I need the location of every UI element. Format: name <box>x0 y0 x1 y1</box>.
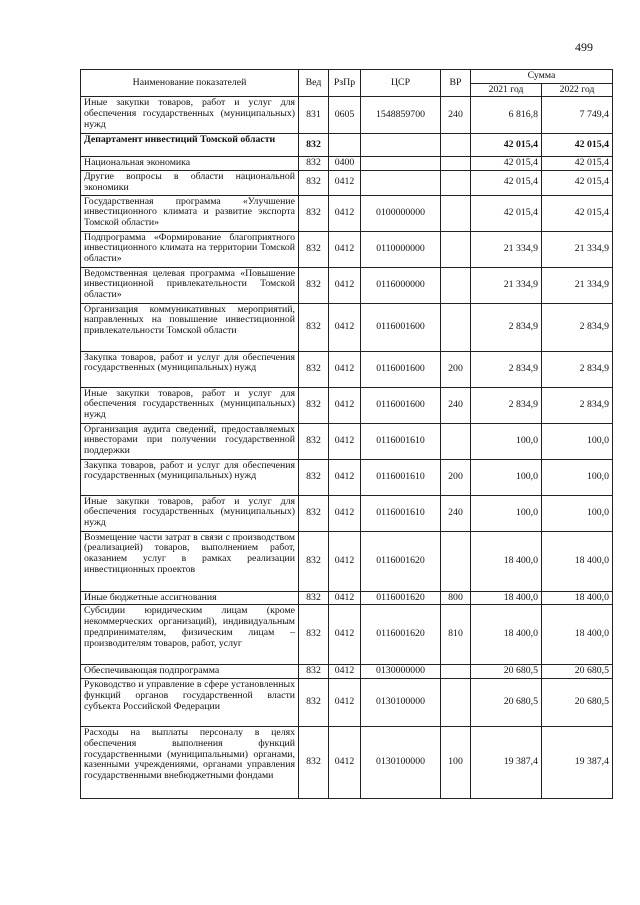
table-row <box>81 231 613 267</box>
row-ved: 832 <box>299 531 329 591</box>
row-rzpr: 0412 <box>329 423 361 459</box>
table-row <box>81 605 613 665</box>
row-sum-2022: 18 400,0 <box>542 591 613 605</box>
row-sum-2022: 19 387,4 <box>542 727 613 799</box>
header-csr: ЦСР <box>361 70 441 97</box>
row-ved: 832 <box>299 423 329 459</box>
row-sum-2022: 21 334,9 <box>542 231 613 267</box>
row-name: Государственная программа «Улучшение инвестиционного климата и развитие экспорта Томской области» <box>81 195 299 231</box>
row-rzpr: 0412 <box>329 351 361 387</box>
row-ved: 832 <box>299 387 329 423</box>
row-sum-2021: 20 680,5 <box>471 665 542 679</box>
row-sum-2022: 2 834,9 <box>542 351 613 387</box>
row-name: Возмещение части затрат в связи с производством (реализацией) товаров, выполнением работ, оказанием услуг в рамках реализации инвестиционных проектов <box>81 531 299 591</box>
row-sum-2021: 42 015,4 <box>471 195 542 231</box>
row-csr: 0130100000 <box>361 679 441 727</box>
row-vr <box>441 231 471 267</box>
row-sum-2021: 20 680,5 <box>471 679 542 727</box>
table-row <box>81 531 613 591</box>
row-csr: 0116001610 <box>361 495 441 531</box>
row-rzpr: 0400 <box>329 157 361 171</box>
row-sum-2021: 21 334,9 <box>471 231 542 267</box>
row-name: Расходы на выплаты персоналу в целях обеспечения выполнения функций государственными (муниципальными) органами, казенными учреждениями, органами управления государственными внебюджетными фондами <box>81 727 299 799</box>
row-rzpr <box>329 134 361 157</box>
row-sum-2021: 6 816,8 <box>471 97 542 134</box>
row-rzpr: 0412 <box>329 605 361 665</box>
row-sum-2022: 21 334,9 <box>542 267 613 303</box>
row-vr <box>441 134 471 157</box>
row-rzpr: 0412 <box>329 727 361 799</box>
row-ved: 831 <box>299 97 329 134</box>
row-name: Департамент инвестиций Томской области <box>81 134 299 157</box>
row-sum-2022: 42 015,4 <box>542 195 613 231</box>
row-rzpr: 0412 <box>329 195 361 231</box>
row-csr <box>361 157 441 171</box>
row-name: Другие вопросы в области национальной экономики <box>81 171 299 196</box>
table-row <box>81 134 613 157</box>
row-csr: 0116001620 <box>361 531 441 591</box>
row-csr: 0130100000 <box>361 727 441 799</box>
row-sum-2021: 19 387,4 <box>471 727 542 799</box>
table-row <box>81 495 613 531</box>
table-row <box>81 679 613 727</box>
table-row <box>81 423 613 459</box>
row-name: Иные закупки товаров, работ и услуг для обеспечения государственных (муниципальных) нужд <box>81 97 299 134</box>
row-sum-2022: 42 015,4 <box>542 157 613 171</box>
row-ved: 832 <box>299 591 329 605</box>
row-csr: 0116001620 <box>361 591 441 605</box>
row-sum-2021: 100,0 <box>471 495 542 531</box>
row-rzpr: 0412 <box>329 267 361 303</box>
row-sum-2021: 42 015,4 <box>471 134 542 157</box>
row-name: Иные закупки товаров, работ и услуг для обеспечения государственных (муниципальных) нужд <box>81 387 299 423</box>
row-sum-2022: 18 400,0 <box>542 605 613 665</box>
table-row <box>81 97 613 134</box>
row-csr: 0110000000 <box>361 231 441 267</box>
row-name: Иные закупки товаров, работ и услуг для обеспечения государственных (муниципальных) нужд <box>81 495 299 531</box>
row-name: Организация коммуникативных мероприятий, направленных на повышение инвестиционной привлекательности Томской области <box>81 303 299 351</box>
row-ved: 832 <box>299 303 329 351</box>
table-row <box>81 387 613 423</box>
row-csr: 0116000000 <box>361 267 441 303</box>
row-rzpr: 0412 <box>329 665 361 679</box>
header-year-2022: 2022 год <box>542 83 613 97</box>
row-name: Обеспечивающая подпрограмма <box>81 665 299 679</box>
row-vr: 810 <box>441 605 471 665</box>
row-vr <box>441 303 471 351</box>
row-vr: 240 <box>441 97 471 134</box>
row-ved: 832 <box>299 495 329 531</box>
table-row <box>81 351 613 387</box>
row-sum-2021: 18 400,0 <box>471 591 542 605</box>
row-rzpr: 0605 <box>329 97 361 134</box>
row-vr <box>441 679 471 727</box>
row-rzpr: 0412 <box>329 531 361 591</box>
row-name: Закупка товаров, работ и услуг для обеспечения государственных (муниципальных) нужд <box>81 459 299 495</box>
row-sum-2021: 2 834,9 <box>471 387 542 423</box>
row-csr: 0116001610 <box>361 459 441 495</box>
row-ved: 832 <box>299 459 329 495</box>
table-body <box>81 97 613 799</box>
row-rzpr: 0412 <box>329 303 361 351</box>
header-sum: Сумма <box>471 70 613 84</box>
table-row <box>81 171 613 196</box>
header-year-2021: 2021 год <box>471 83 542 97</box>
row-sum-2021: 2 834,9 <box>471 351 542 387</box>
row-csr: 1548859700 <box>361 97 441 134</box>
row-name: Ведомственная целевая программа «Повышение инвестиционной привлекательности Томской области» <box>81 267 299 303</box>
row-sum-2022: 7 749,4 <box>542 97 613 134</box>
row-name: Национальная экономика <box>81 157 299 171</box>
row-csr: 0116001620 <box>361 605 441 665</box>
header-rzpr: РзПр <box>329 70 361 97</box>
row-rzpr: 0412 <box>329 591 361 605</box>
row-sum-2022: 42 015,4 <box>542 171 613 196</box>
row-sum-2021: 21 334,9 <box>471 267 542 303</box>
header-vr: ВР <box>441 70 471 97</box>
row-sum-2021: 18 400,0 <box>471 605 542 665</box>
row-vr <box>441 423 471 459</box>
row-ved: 832 <box>299 267 329 303</box>
row-vr <box>441 171 471 196</box>
row-vr: 240 <box>441 495 471 531</box>
row-name: Субсидии юридическим лицам (кроме некоммерческих организаций), индивидуальным предпринимателям, физическим лицам – производителям товаров, работ, услуг <box>81 605 299 665</box>
row-sum-2022: 2 834,9 <box>542 387 613 423</box>
row-vr <box>441 531 471 591</box>
row-rzpr: 0412 <box>329 171 361 196</box>
row-sum-2022: 100,0 <box>542 495 613 531</box>
row-vr <box>441 665 471 679</box>
row-rzpr: 0412 <box>329 495 361 531</box>
row-ved: 832 <box>299 171 329 196</box>
row-csr: 0116001600 <box>361 351 441 387</box>
row-rzpr: 0412 <box>329 679 361 727</box>
table-row <box>81 267 613 303</box>
row-csr <box>361 134 441 157</box>
table-row <box>81 727 613 799</box>
row-ved: 832 <box>299 157 329 171</box>
table-header <box>81 70 613 97</box>
table-row <box>81 195 613 231</box>
header-name: Наименование показателей <box>81 70 299 97</box>
table-row <box>81 665 613 679</box>
row-sum-2022: 42 015,4 <box>542 134 613 157</box>
row-rzpr: 0412 <box>329 231 361 267</box>
row-ved: 832 <box>299 351 329 387</box>
table-row <box>81 459 613 495</box>
row-sum-2021: 100,0 <box>471 423 542 459</box>
header-ved: Вед <box>299 70 329 97</box>
row-csr: 0116001600 <box>361 303 441 351</box>
row-name: Подпрограмма «Формирование благоприятного инвестиционного климата на территории Томской области» <box>81 231 299 267</box>
row-ved: 832 <box>299 665 329 679</box>
row-vr: 240 <box>441 387 471 423</box>
row-csr: 0116001610 <box>361 423 441 459</box>
table-row <box>81 303 613 351</box>
row-name: Иные бюджетные ассигнования <box>81 591 299 605</box>
row-name: Руководство и управление в сфере установленных функций органов государственной власти субъекта Российской Федерации <box>81 679 299 727</box>
row-csr: 0100000000 <box>361 195 441 231</box>
row-ved: 832 <box>299 727 329 799</box>
row-name: Закупка товаров, работ и услуг для обеспечения государственных (муниципальных) нужд <box>81 351 299 387</box>
row-ved: 832 <box>299 195 329 231</box>
table-row <box>81 157 613 171</box>
row-vr: 100 <box>441 727 471 799</box>
row-vr <box>441 157 471 171</box>
row-ved: 832 <box>299 231 329 267</box>
row-sum-2022: 18 400,0 <box>542 531 613 591</box>
row-csr: 0130000000 <box>361 665 441 679</box>
row-csr <box>361 171 441 196</box>
row-vr: 200 <box>441 351 471 387</box>
row-sum-2021: 100,0 <box>471 459 542 495</box>
row-sum-2022: 100,0 <box>542 423 613 459</box>
row-ved: 832 <box>299 605 329 665</box>
page-number: 499 <box>575 40 593 54</box>
row-sum-2022: 100,0 <box>542 459 613 495</box>
row-ved: 832 <box>299 679 329 727</box>
row-rzpr: 0412 <box>329 459 361 495</box>
row-vr: 800 <box>441 591 471 605</box>
row-csr: 0116001600 <box>361 387 441 423</box>
row-sum-2021: 2 834,9 <box>471 303 542 351</box>
table-row <box>81 591 613 605</box>
row-sum-2021: 42 015,4 <box>471 171 542 196</box>
row-vr <box>441 195 471 231</box>
row-name: Организация аудита сведений, предоставляемых инвесторами при получении государственной поддержки <box>81 423 299 459</box>
row-sum-2022: 2 834,9 <box>542 303 613 351</box>
row-sum-2021: 18 400,0 <box>471 531 542 591</box>
budget-table <box>80 69 613 799</box>
row-vr: 200 <box>441 459 471 495</box>
row-sum-2022: 20 680,5 <box>542 679 613 727</box>
row-rzpr: 0412 <box>329 387 361 423</box>
row-vr <box>441 267 471 303</box>
row-sum-2021: 42 015,4 <box>471 157 542 171</box>
row-ved: 832 <box>299 134 329 157</box>
row-sum-2022: 20 680,5 <box>542 665 613 679</box>
